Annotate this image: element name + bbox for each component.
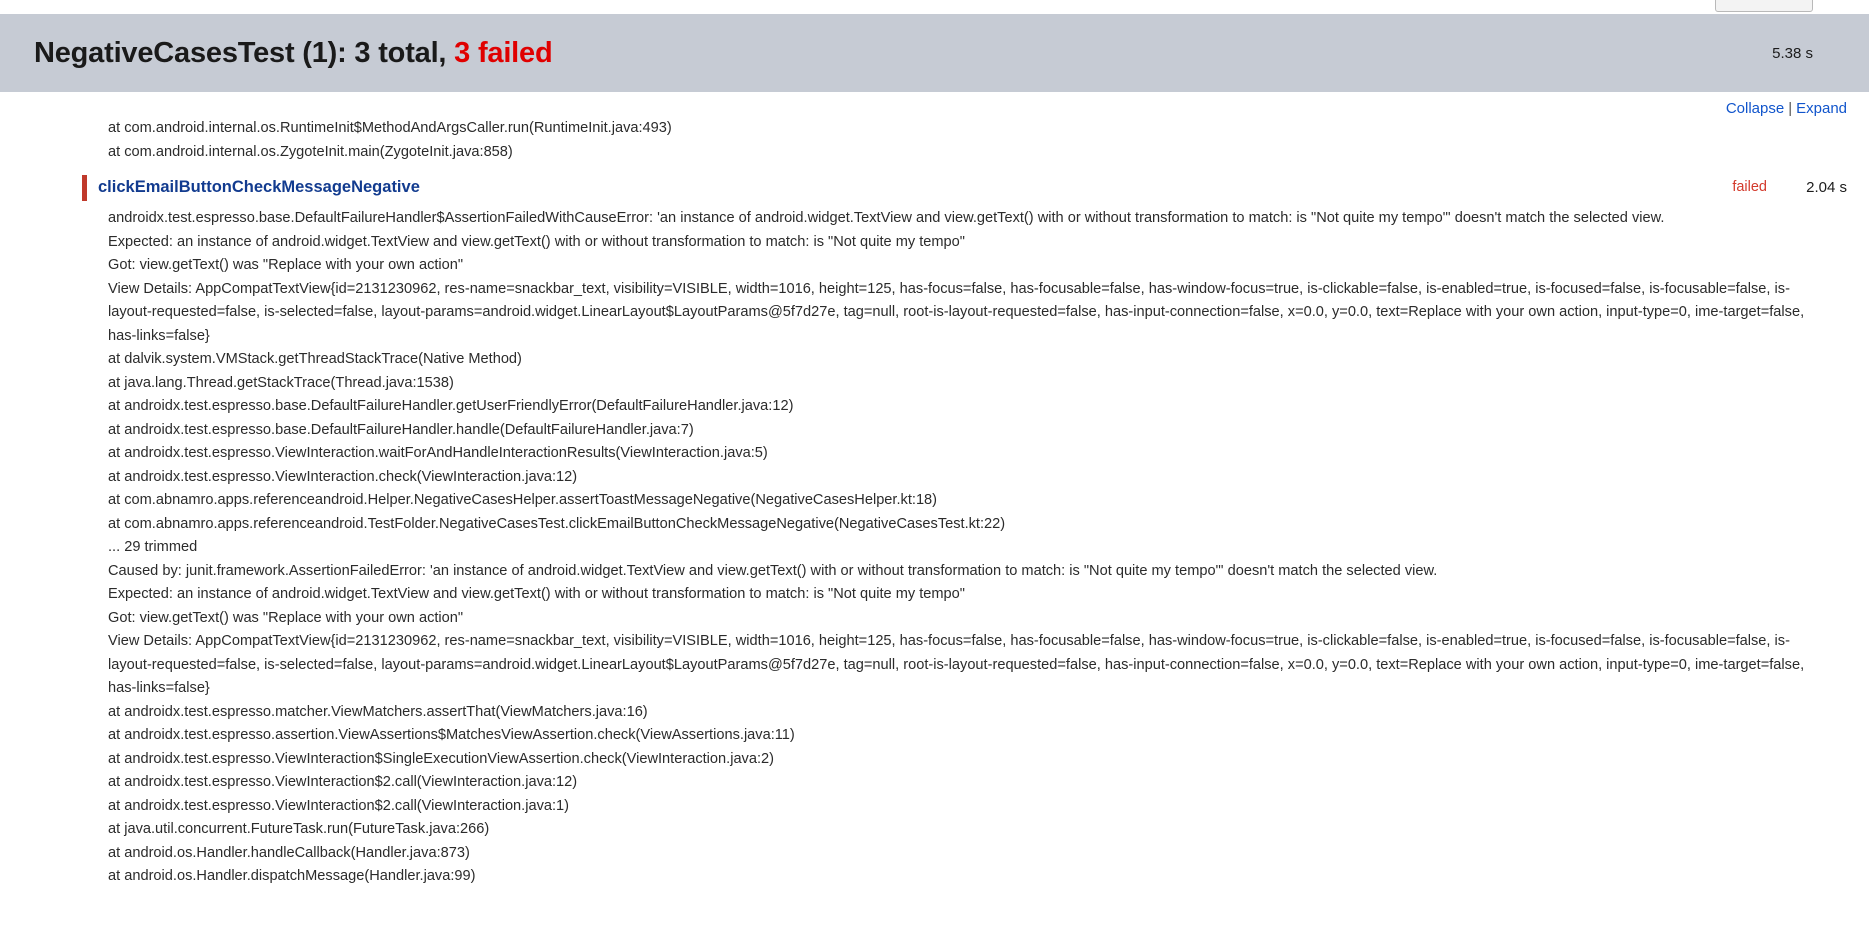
total-duration: 5.38 s (1772, 44, 1813, 62)
collapse-button[interactable]: Collapse (1725, 100, 1785, 117)
message-line: at androidx.test.espresso.ViewInteraction.waitForAndHandleInteractionResults(ViewInteraction.java:5) (108, 445, 768, 461)
message-line: Got: view.getText() was "Replace with your own action" (108, 609, 464, 626)
page-title-text: NegativeCasesTest (1): 3 total, (34, 36, 455, 69)
test-log (0, 117, 1869, 889)
message-line: at androidx.test.espresso.assertion.ViewAssertions$MatchesViewAssertion.check(ViewAssertions.java:11) (108, 727, 795, 743)
message-line: at dalvik.system.VMStack.getThreadStackTrace(Native Method) (108, 351, 522, 367)
message-line: at android.os.Handler.dispatchMessage(Handler.java:99) (108, 868, 476, 884)
message-line: at android.os.Handler.handleCallback(Handler.java:873) (108, 844, 470, 861)
message-line: View Details: AppCompatTextView{id=2131230962, res-name=snackbar_text, visibility=VISIBLE, width=1016, height=125, has-focus=false, has-focusable=false, has-window-focus=true, is-clickable=false, is-enabled=true, is-focused=false, is-focusable=false, is-layout-requested=false, is-selected=false, layout-params=android.widget.LinearLayout$LayoutParams@5f7d27e, tag=null, root-is-layout-requested=false, has-input-connection=false, x=0.0, y=0.0, text=Replace with your own action, input-type=0, ime-target=false, has-links=false} (108, 633, 1805, 696)
message-line: at androidx.test.espresso.ViewInteraction$SingleExecutionViewAssertion.check(ViewInteraction.java:2) (108, 750, 775, 767)
stack-line: at com.android.internal.os.RuntimeInit$MethodAndArgsCaller.run(RuntimeInit.java:493) (108, 120, 672, 136)
message-line: androidx.test.espresso.base.DefaultFailureHandler$AssertionFailedWithCauseError: 'an instance of android.widget.TextView and view.getText() with or without transformation to match: is "Not quite my tempo"' doesn't match the selected view. (108, 210, 1665, 226)
top-strip (0, 0, 1869, 14)
message-line: Expected: an instance of android.widget.TextView and view.getText() with or without transformation to match: is "Not quite my tempo" (108, 233, 965, 250)
message-line: at java.util.concurrent.FutureTask.run(FutureTask.java:266) (108, 821, 490, 837)
test-case-duration: 2.04 s (1806, 179, 1847, 197)
failure-message-block (0, 207, 1869, 889)
message-line: at com.abnamro.apps.referenceandroid.TestFolder.NegativeCasesTest.clickEmailButtonCheckMessageNegative(NegativeCasesTest.kt:22) (108, 515, 1006, 532)
message-line: Got: view.getText() was "Replace with your own action" (108, 257, 464, 273)
failure-accent-bar (82, 175, 87, 201)
test-summary-header (0, 14, 1869, 92)
expand-button[interactable]: Expand (1796, 100, 1847, 117)
message-line: at androidx.test.espresso.matcher.ViewMatchers.assertThat(ViewMatchers.java:16) (108, 703, 648, 720)
message-line: at androidx.test.espresso.base.DefaultFailureHandler.getUserFriendlyError(DefaultFailureHandler.java:12) (108, 398, 794, 414)
stack-line: at com.android.internal.os.ZygoteInit.main(ZygoteInit.java:858) (108, 143, 513, 160)
message-line: View Details: AppCompatTextView{id=2131230962, res-name=snackbar_text, visibility=VISIBLE, width=1016, height=125, has-focus=false, has-focusable=false, has-window-focus=true, is-clickable=false, is-enabled=true, is-focused=false, is-focusable=false, is-layout-requested=false, is-selected=false, layout-params=android.widget.LinearLayout$LayoutParams@5f7d27e, tag=null, root-is-layout-requested=false, has-input-connection=false, x=0.0, y=0.0, text=Replace with your own action, input-type=0, ime-target=false, has-links=false} (108, 280, 1805, 344)
collapse-expand-controls (0, 92, 1869, 117)
page-title (34, 37, 553, 70)
message-line: at androidx.test.espresso.ViewInteraction$2.call(ViewInteraction.java:12) (108, 774, 578, 790)
message-line: at androidx.test.espresso.base.DefaultFailureHandler.handle(DefaultFailureHandler.java:7) (108, 421, 694, 438)
status-badge: failed (1732, 179, 1767, 196)
message-line: at androidx.test.espresso.ViewInteraction.check(ViewInteraction.java:12) (108, 468, 578, 485)
message-line: Caused by: junit.framework.AssertionFailedError: 'an instance of android.widget.TextView and view.getText() with or without transformation to match: is "Not quite my tempo"' doesn't match the selected view. (108, 562, 1438, 579)
message-line: at java.lang.Thread.getStackTrace(Thread.java:1538) (108, 374, 454, 391)
test-case-header[interactable] (0, 175, 1869, 201)
controls-separator: | (1788, 100, 1793, 117)
message-line: ... 29 trimmed (108, 539, 198, 555)
message-line: at com.abnamro.apps.referenceandroid.Helper.NegativeCasesHelper.assertToastMessageNegative(NegativeCasesHelper.kt:18) (108, 492, 938, 508)
message-line: Expected: an instance of android.widget.TextView and view.getText() with or without transformation to match: is "Not quite my tempo" (108, 586, 965, 602)
toolbar-ghost-button[interactable] (1715, 0, 1813, 12)
failed-count: 3 failed (454, 36, 553, 69)
message-line: at androidx.test.espresso.ViewInteraction$2.call(ViewInteraction.java:1) (108, 797, 570, 814)
test-case-name[interactable]: clickEmailButtonCheckMessageNegative (98, 178, 420, 197)
